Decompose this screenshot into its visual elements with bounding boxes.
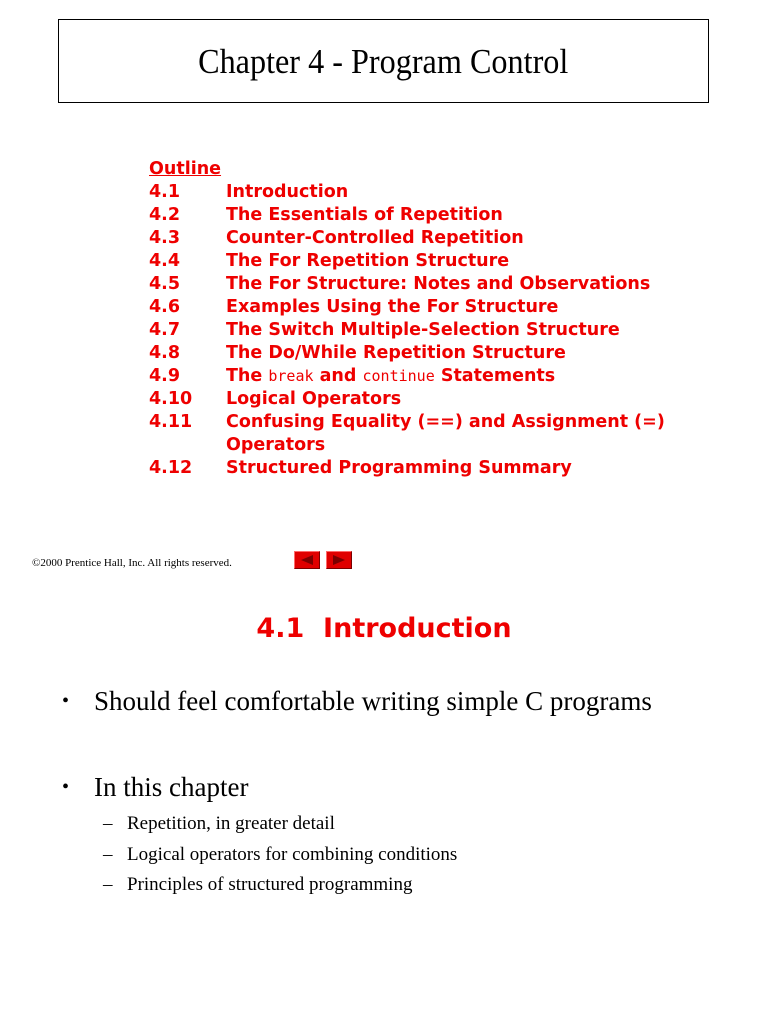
outline-item-number: 4.9	[149, 366, 181, 386]
sub-bullet-text: Logical operators for combining conditions	[127, 843, 458, 865]
outline-item-number: 4.2	[149, 205, 181, 225]
outline-item[interactable]	[149, 250, 749, 273]
slide-title-box	[58, 19, 709, 103]
outline-item-number: 4.11	[149, 412, 193, 432]
bullet-item	[62, 683, 702, 719]
outline-item-label: Confusing Equality (==) and Assignment (=) Operators	[226, 412, 665, 455]
next-slide-button[interactable]	[326, 551, 352, 569]
outline-text: Statements	[434, 366, 556, 386]
left-arrow-icon	[300, 555, 314, 565]
outline-item-label: The For Structure: Notes and Observations	[226, 274, 651, 294]
outline-item-label: Introduction	[226, 182, 349, 202]
bullet-text: Should feel comfortable writing simple C programs	[94, 686, 652, 716]
outline-item[interactable]	[149, 411, 749, 457]
sub-bullet-item	[103, 809, 702, 840]
dash-symbol: –	[103, 813, 113, 834]
outline-item[interactable]	[149, 342, 749, 365]
sub-bullet-list	[103, 809, 702, 901]
sub-bullet-text: Repetition, in greater detail	[127, 813, 335, 834]
outline-text: and	[313, 366, 363, 386]
outline-item[interactable]	[149, 457, 749, 480]
outline-item[interactable]	[149, 227, 749, 250]
outline-item-label: The Do/While Repetition Structure	[226, 343, 566, 363]
outline-item-label	[226, 365, 749, 388]
outline-item-label: Logical Operators	[226, 389, 402, 409]
outline-item-label: Counter-Controlled Repetition	[226, 228, 524, 248]
outline-heading: Outline	[149, 159, 222, 179]
outline-item-label: Examples Using the For Structure	[226, 297, 559, 317]
previous-slide-button[interactable]	[294, 551, 320, 569]
outline-item-label: Structured Programming Summary	[226, 458, 572, 478]
bullet-item	[62, 769, 702, 805]
copyright-notice: ©2000 Prentice Hall, Inc. All rights reserved.	[32, 557, 232, 569]
slide-title: Chapter 4 - Program Control	[198, 41, 569, 81]
code-keyword-break: break	[268, 367, 314, 385]
outline-item[interactable]	[149, 365, 749, 388]
bullet-text: In this chapter	[94, 772, 249, 802]
code-keyword-continue: continue	[362, 367, 435, 385]
bullet-group	[62, 769, 702, 901]
bullet-list	[62, 683, 702, 901]
outline-text: The	[226, 366, 269, 386]
outline-item-label: The Essentials of Repetition	[226, 205, 503, 225]
outline-item-number: 4.1	[149, 182, 181, 202]
outline-item-number: 4.10	[149, 389, 193, 409]
outline-item[interactable]	[149, 296, 749, 319]
outline-item-number: 4.6	[149, 297, 181, 317]
outline-item-label: The Switch Multiple-Selection Structure	[226, 320, 620, 340]
sub-bullet-item	[103, 840, 702, 871]
dash-symbol: –	[103, 843, 113, 865]
outline-item[interactable]	[149, 273, 749, 296]
outline-item-number: 4.5	[149, 274, 181, 294]
bullet-symbol: •	[62, 690, 70, 712]
outline-item[interactable]	[149, 204, 749, 227]
outline-item-number: 4.12	[149, 458, 193, 478]
sub-bullet-text: Principles of structured programming	[127, 874, 413, 895]
outline	[149, 158, 749, 480]
outline-item-number: 4.8	[149, 343, 181, 363]
outline-item-number: 4.7	[149, 320, 181, 340]
outline-item-label: The For Repetition Structure	[226, 251, 510, 271]
outline-item[interactable]	[149, 319, 749, 342]
bullet-symbol: •	[62, 776, 70, 798]
right-arrow-icon	[332, 555, 346, 565]
section-heading: 4.1 Introduction	[256, 613, 512, 644]
outline-item-number: 4.4	[149, 251, 181, 271]
outline-item[interactable]	[149, 181, 749, 204]
sub-bullet-item	[103, 870, 702, 901]
outline-item[interactable]	[149, 388, 749, 411]
dash-symbol: –	[103, 874, 113, 895]
outline-item-number: 4.3	[149, 228, 181, 248]
